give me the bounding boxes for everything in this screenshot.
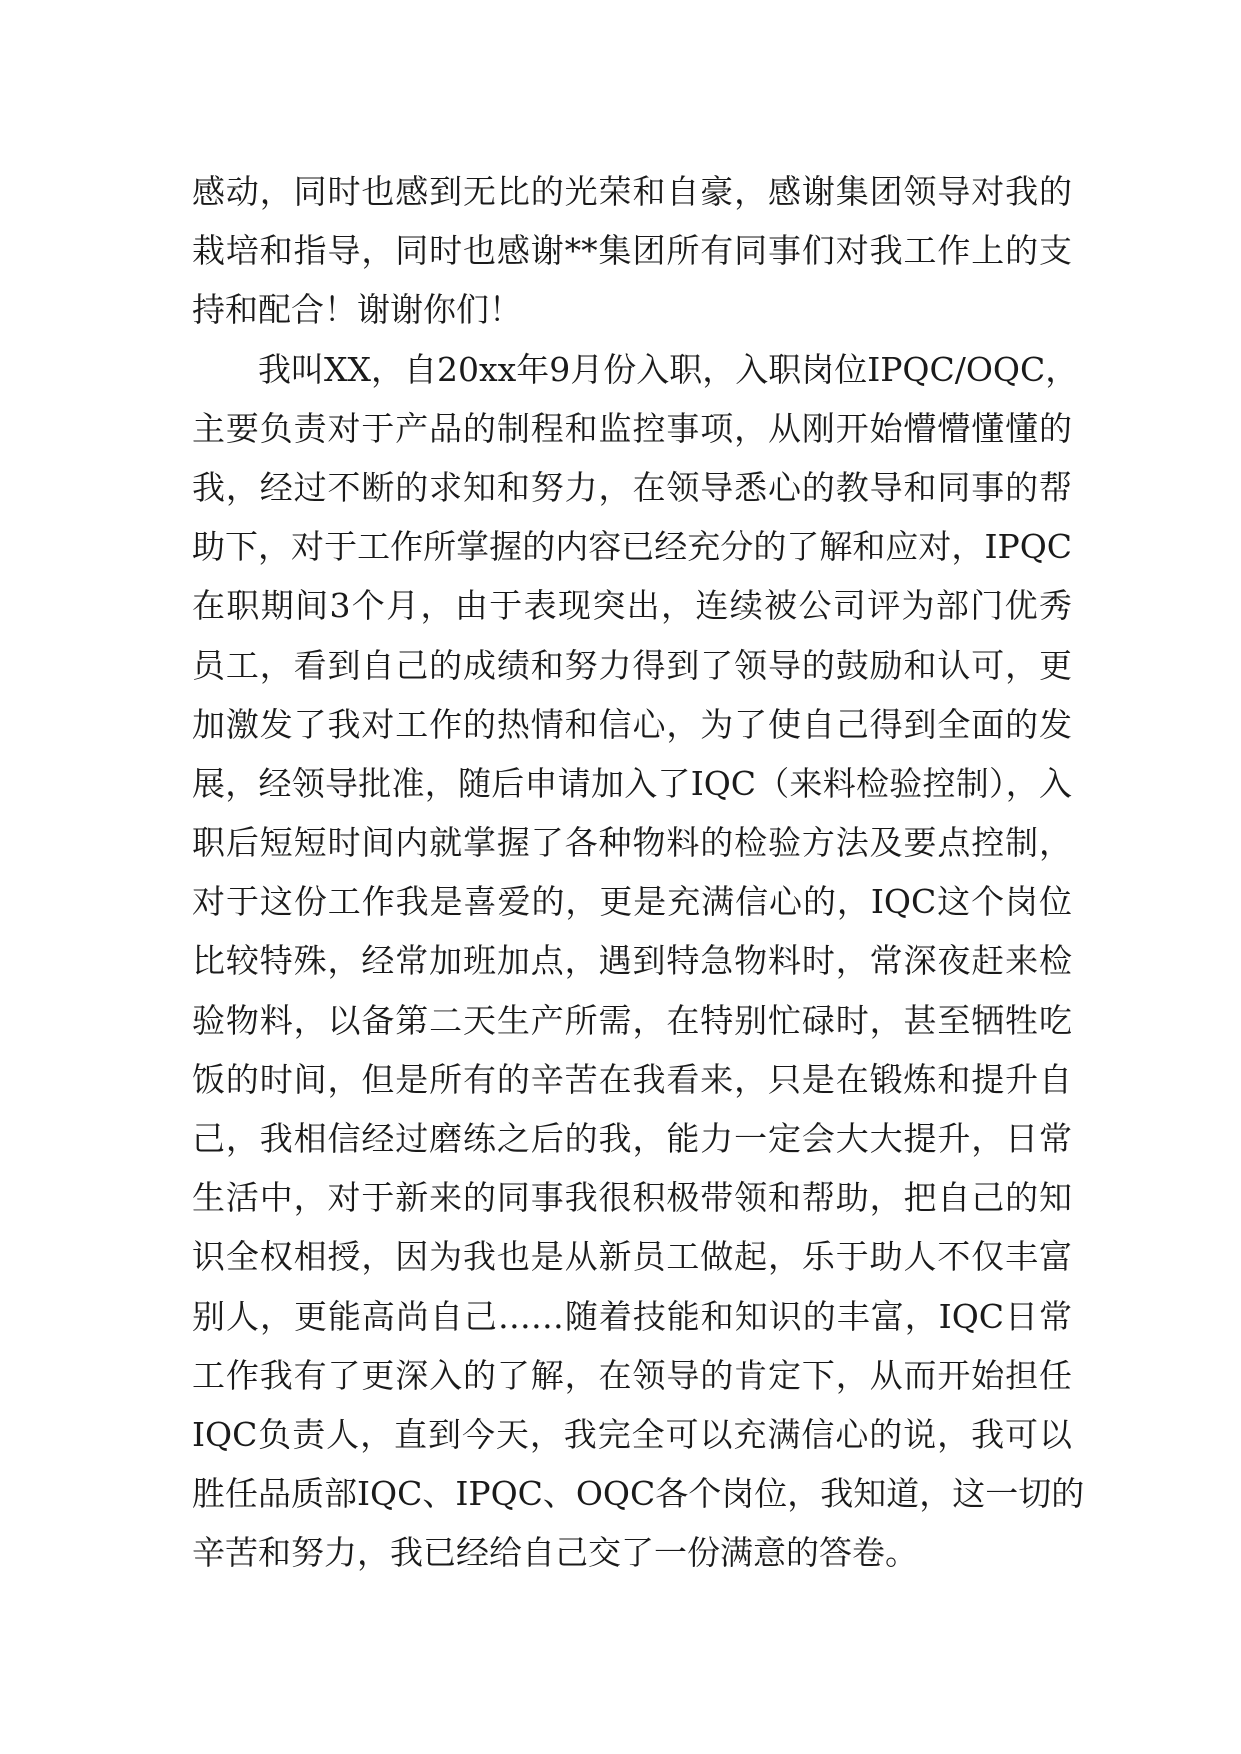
text-line: 对于这份工作我是喜爱的，更是充满信心的，IQC这个岗位 <box>192 882 1072 922</box>
text-line: 加激发了我对工作的热情和信心，为了使自己得到全面的发 <box>192 704 1072 744</box>
text-line: 感动，同时也感到无比的光荣和自豪，感谢集团领导对我的 <box>192 172 1072 211</box>
text-line: 助下，对于工作所掌握的内容已经充分的了解和应对，IPQC <box>192 527 1072 567</box>
text-line: 验物料，以备第二天生产所需，在特别忙碌时，甚至牺牲吃 <box>192 1000 1072 1040</box>
text-line: 员工，看到自己的成绩和努力得到了领导的鼓励和认可，更 <box>192 645 1072 685</box>
text-line: 生活中，对于新来的同事我很积极带领和帮助，把自己的知 <box>192 1178 1072 1218</box>
text-line: 主要负责对于产品的制程和监控事项，从刚开始懵懵懂懂的 <box>192 408 1072 448</box>
text-line: 展，经领导批准，随后申请加入了IQC（来料检验控制），入 <box>192 763 1072 803</box>
text-line: 比较特殊，经常加班加点，遇到特急物料时，常深夜赶来检 <box>192 941 1072 981</box>
text-line: 别人，更能高尚自己……随着技能和知识的丰富，IQC日常 <box>192 1296 1072 1336</box>
body-text <box>192 162 1085 1583</box>
text-line: 在职期间3个月，由于表现突出，连续被公司评为部门优秀 <box>192 586 1072 626</box>
text-line: 职后短短时间内就掌握了各种物料的检验方法及要点控制， <box>192 823 1072 863</box>
text-line: 栽培和指导，同时也感谢**集团所有同事们对我工作上的支 <box>192 231 1072 271</box>
text-line: 辛苦和努力，我已经给自己交了一份满意的答卷。 <box>192 1533 918 1573</box>
text-line: 己，我相信经过磨练之后的我，能力一定会大大提升，日常 <box>192 1119 1072 1158</box>
text-line: 饭的时间，但是所有的辛苦在我看来，只是在锻炼和提升自 <box>192 1059 1072 1099</box>
text-line: IQC负责人，直到今天，我完全可以充满信心的说，我可以 <box>192 1414 1072 1454</box>
text-line: 我叫XX，自20xx年9月份入职，入职岗位IPQC/OQC， <box>258 349 1079 389</box>
text-line: 胜任品质部IQC、IPQC、OQC各个岗位，我知道，这一切的 <box>192 1474 1085 1514</box>
text-line: 识全权相授，因为我也是从新员工做起，乐于助人不仅丰富 <box>192 1237 1072 1277</box>
text-line: 我，经过不断的求知和努力，在领导悉心的教导和同事的帮 <box>192 467 1072 507</box>
text-line: 工作我有了更深入的了解，在领导的肯定下，从而开始担任 <box>192 1355 1072 1395</box>
text-line: 持和配合！谢谢你们！ <box>192 290 522 330</box>
